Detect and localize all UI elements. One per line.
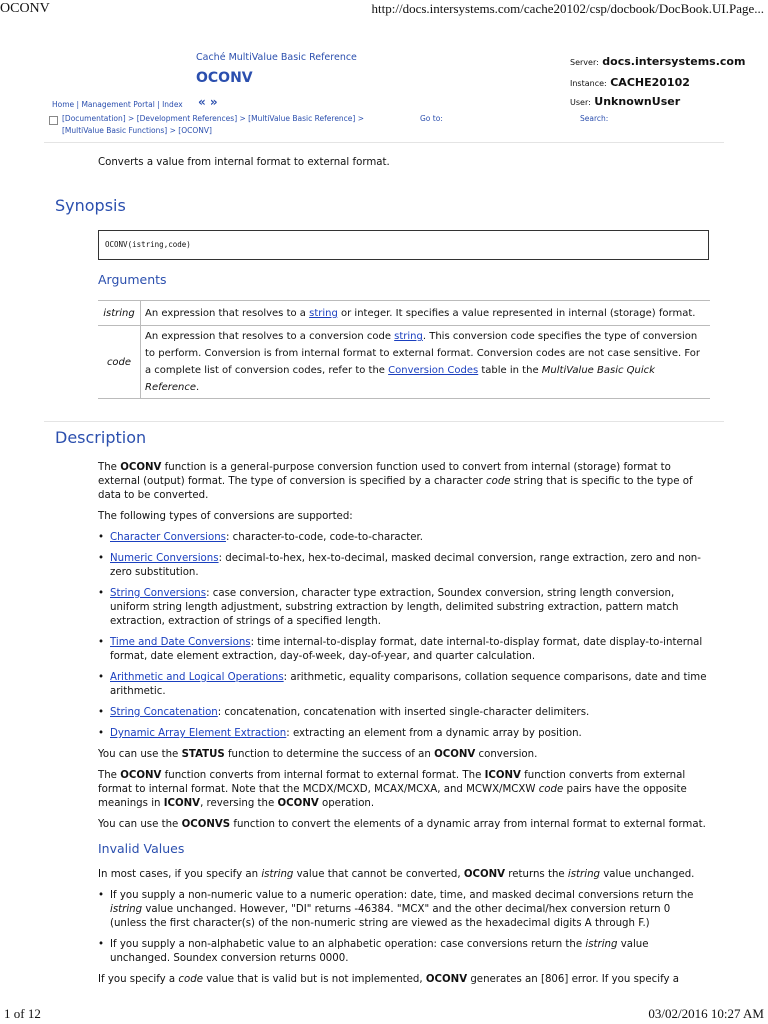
page-title: OCONV (196, 70, 253, 86)
goto-label[interactable]: Go to: (420, 114, 443, 123)
invalid-paragraph: If you specify a code value that is valid but is not implemented, OCONV generates an [806] error. If you specify a (98, 974, 679, 985)
browser-url: http://docs.intersystems.com/cache20102/csp/docbook/DocBook.UI.Page... (371, 1, 764, 16)
argument-row (98, 326, 710, 399)
page-indicator: 1 of 12 (4, 1006, 41, 1021)
breadcrumb[interactable]: [Documentation] > [Development References] > [MultiValue Basic Reference] > (62, 114, 365, 123)
reference-title[interactable]: Caché MultiValue Basic Reference (196, 52, 357, 63)
argument-name: code (98, 326, 141, 399)
argument-row (98, 301, 710, 326)
argument-description: An expression that resolves to a conversion code string. This conversion code specifies the type of conversion to perform. Conversion is from internal format to external format. Conversion codes are not case sensitive. For a complete list of conversion codes, refer to the Conversion Codes table in the MultiValue Basic Quick Reference. (141, 326, 711, 399)
instance-label: Instance: (570, 79, 607, 88)
description-heading: Description (55, 428, 147, 447)
index-link[interactable]: Index (162, 100, 183, 109)
character-conversions-link[interactable]: Character Conversions (110, 532, 226, 543)
checkbox-icon[interactable] (49, 116, 58, 125)
dynamic-array-link[interactable]: Dynamic Array Element Extraction (110, 728, 287, 739)
description-divider (44, 421, 724, 422)
numeric-conversions-link[interactable]: Numeric Conversions (110, 553, 219, 564)
top-links: Home | Management Portal | Index (52, 100, 183, 109)
argument-description: An expression that resolves to a string or integer. It specifies a value represented in internal (storage) format. (141, 301, 711, 326)
invalid-values-heading: Invalid Values (98, 841, 185, 856)
invalid-values-list (98, 889, 710, 966)
list-item: • String Concatenation: concatenation, concatenation with inserted single-character delimiters. (98, 706, 710, 720)
description-paragraph: The OCONV function converts from internal format to external format. The ICONV function converts from external format to internal format. Note that the MCDX/MCXD, MCAX/MCXA, and MCWX/MCXW code pairs have the opposite meanings in ICONV, reversing the OCONV operation. (98, 770, 687, 809)
list-item: • Arithmetic and Logical Operations: arithmetic, equality comparisons, collation sequence comparisons, date and time arithmetic. (98, 671, 710, 699)
list-item: • String Conversions: case conversion, character type extraction, Soundex conversion, string length conversion, uniform string length adjustment, substring extraction by length, delimited substring extraction, pattern match extraction, extraction of strings of a specified length. (98, 587, 710, 629)
string-conversions-link[interactable]: String Conversions (110, 588, 207, 599)
conversion-codes-link[interactable]: Conversion Codes (388, 365, 479, 376)
server-label: Server: (570, 58, 599, 67)
description-paragraph: The following types of conversions are supported: (98, 511, 353, 522)
server-info (570, 55, 745, 68)
instance-info (570, 76, 690, 89)
description-body (98, 461, 710, 994)
arguments-heading: Arguments (98, 272, 167, 287)
list-item: • Character Conversions: character-to-code, code-to-character. (98, 531, 710, 545)
print-timestamp: 03/02/2016 10:27 AM (648, 1006, 764, 1021)
search-label[interactable]: Search: (580, 114, 609, 123)
synopsis-code-box (98, 230, 709, 260)
list-item: • Time and Date Conversions: time internal-to-display format, date internal-to-display format, date display-to-internal format, date element extraction, day-of-week, day-of-year, and quarter calculation. (98, 636, 710, 664)
user-info (570, 95, 680, 108)
server-value: docs.intersystems.com (602, 55, 746, 68)
conversion-types-list (98, 531, 710, 741)
management-portal-link[interactable]: Management Portal (81, 100, 155, 109)
string-link[interactable]: string (394, 331, 423, 342)
time-date-conversions-link[interactable]: Time and Date Conversions (110, 637, 251, 648)
arithmetic-logical-link[interactable]: Arithmetic and Logical Operations (110, 672, 284, 683)
synopsis-code: OCONV(istring,code) (105, 240, 191, 249)
home-link[interactable]: Home (52, 100, 75, 109)
description-paragraph: You can use the STATUS function to determine the success of an OCONV conversion. (98, 749, 538, 760)
intro-text: Converts a value from internal format to external format. (98, 157, 390, 168)
user-label: User: (570, 98, 591, 107)
browser-title: OCONV (0, 1, 50, 16)
breadcrumb-line2[interactable]: [MultiValue Basic Functions] > [OCONV] (62, 126, 212, 135)
user-value: UnknownUser (594, 95, 681, 108)
list-item: • Dynamic Array Element Extraction: extracting an element from a dynamic array by position. (98, 727, 710, 741)
instance-value: CACHE20102 (610, 76, 690, 89)
synopsis-heading: Synopsis (55, 196, 126, 215)
list-item: • If you supply a non-alphabetic value to an alphabetic operation: case conversions return the istring value unchanged. Soundex conversion returns 0000. (98, 938, 710, 966)
invalid-paragraph: In most cases, if you specify an istring value that cannot be converted, OCONV returns the istring value unchanged. (98, 869, 695, 880)
string-link[interactable]: string (309, 307, 338, 319)
arguments-table (98, 300, 710, 399)
list-item: • If you supply a non-numeric value to a numeric operation: date, time, and masked decimal conversions return the istring value unchanged. However, "DI" returns -46384. "MCX" and the other decimal/hex conversion return 0 (unless the first character(s) of the non-numeric string are viewed as the hexadecimal digits A through F.) (98, 889, 710, 931)
argument-name: istring (98, 301, 141, 326)
prev-next-nav[interactable]: « » (198, 95, 218, 109)
description-paragraph: You can use the OCONVS function to convert the elements of a dynamic array from internal format to external format. (98, 819, 706, 830)
string-concatenation-link[interactable]: String Concatenation (110, 707, 218, 718)
description-paragraph: The OCONV function is a general-purpose conversion function used to convert from internal (storage) format to external (output) format. The type of conversion is specified by a character code string that is specific to the type of data to be converted. (98, 462, 693, 501)
list-item: • Numeric Conversions: decimal-to-hex, hex-to-decimal, masked decimal conversion, range extraction, zero and non-zero substitution. (98, 552, 710, 580)
header-divider (44, 142, 724, 143)
